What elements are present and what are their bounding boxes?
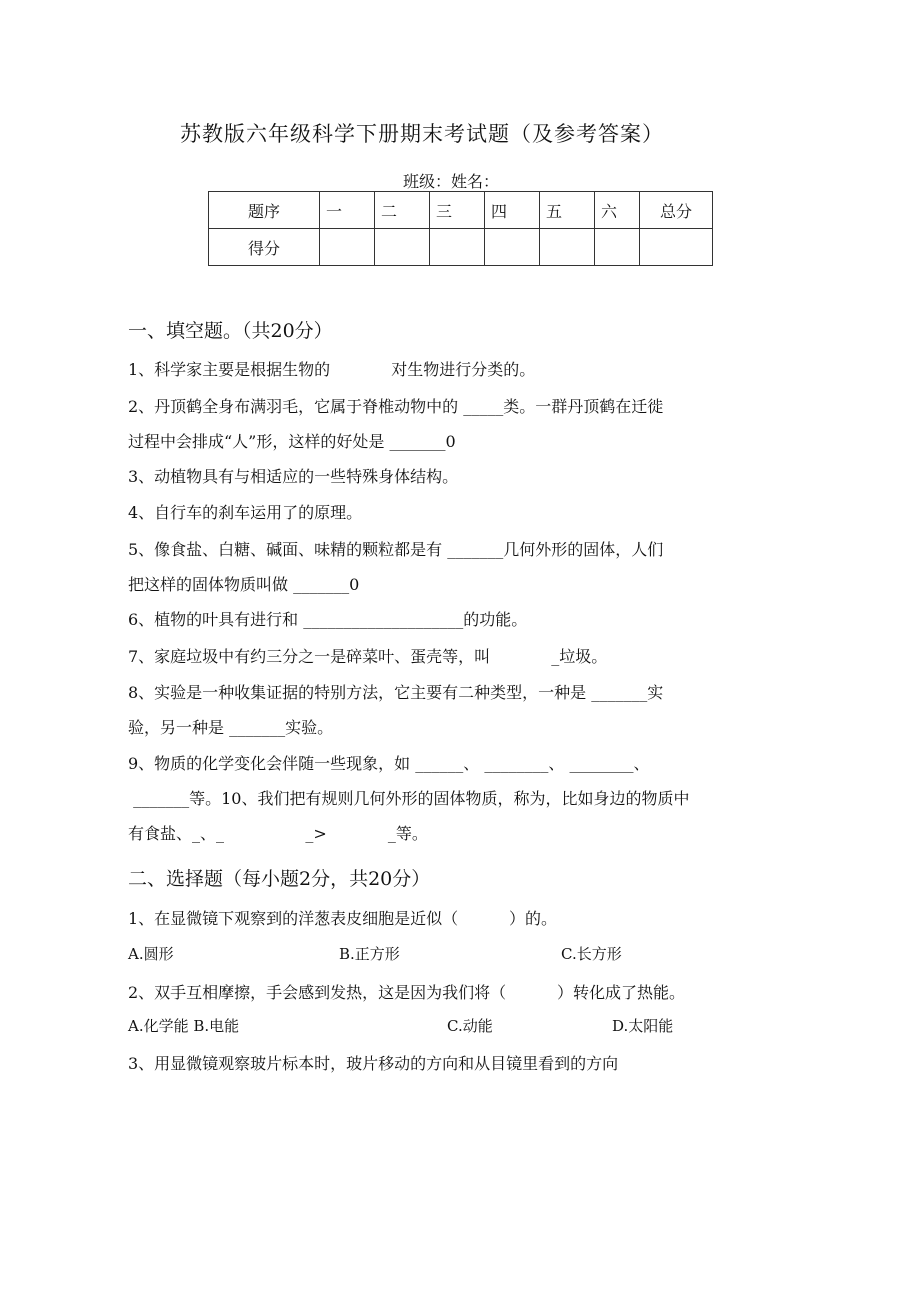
- option-a[interactable]: A.圆形: [128, 945, 174, 963]
- question-line: 1、科学家主要是根据生物的 对生物进行分类的。: [128, 360, 536, 379]
- table-column-header: 六: [595, 192, 640, 229]
- question-line: 9、物质的化学变化会伴随一些现象，如 ______、 ________、 ________、: [128, 754, 650, 773]
- question-line: 2、丹顶鹤全身布满羽毛，它属于脊椎动物中的 _____类。一群丹顶鹤在迁徙: [128, 397, 664, 416]
- question-line: 把这样的固体物质叫做 _______0: [128, 575, 360, 594]
- option-c[interactable]: C.动能: [447, 1017, 493, 1035]
- score-cell[interactable]: [430, 229, 485, 266]
- table-column-header: 一: [320, 192, 375, 229]
- question-line: _______等。10、我们把有规则几何外形的固体物质，称为，比如身边的物质中: [128, 789, 690, 808]
- class-name-line: 班级：姓名：: [403, 172, 500, 191]
- score-table: [208, 191, 713, 266]
- option-d[interactable]: D.太阳能: [612, 1017, 674, 1035]
- score-cell[interactable]: [375, 229, 430, 266]
- score-cell[interactable]: [640, 229, 713, 266]
- score-cell[interactable]: [595, 229, 640, 266]
- question-line: 5、像食盐、白糖、碱面、味精的颗粒都是有 _______几何外形的固体，人们: [128, 540, 664, 559]
- score-cell[interactable]: [320, 229, 375, 266]
- option-b[interactable]: B.正方形: [339, 945, 400, 963]
- question-line: 3、动植物具有与相适应的一些特殊身体结构。: [128, 467, 459, 486]
- table-column-header: 四: [485, 192, 540, 229]
- question-line: 有食盐、_、_ _> _等。: [128, 824, 428, 843]
- question-line: 验，另一种是 _______实验。: [128, 718, 334, 737]
- table-row: [209, 192, 713, 229]
- question-stem: 2、双手互相摩擦，手会感到发热，这是因为我们将（ ）转化成了热能。: [128, 983, 686, 1002]
- question-line: 4、自行车的刹车运用了的原理。: [128, 503, 363, 522]
- question-line: 过程中会排成“人”形，这样的好处是 _______0: [128, 432, 456, 451]
- question-stem: 1、在显微镜下观察到的洋葱表皮细胞是近似（ ）的。: [128, 909, 558, 928]
- option-c[interactable]: C.长方形: [561, 945, 622, 963]
- question-line: 8、实验是一种收集证据的特别方法，它主要有二种类型，一种是 _______实: [128, 683, 664, 702]
- table-column-header: 总分: [640, 192, 713, 229]
- question-stem: 3、用显微镜观察玻片标本时，玻片移动的方向和从目镜里看到的方向: [128, 1054, 619, 1073]
- section-heading-choice: 二、选择题（每小题2分，共20分）: [128, 868, 431, 890]
- question-line: 7、家庭垃圾中有约三分之一是碎菜叶、蛋壳等，叫 _垃圾。: [128, 647, 608, 666]
- table-row: [209, 229, 713, 266]
- table-row-label: 得分: [209, 229, 320, 266]
- option-a-b[interactable]: A.化学能 B.电能: [128, 1017, 240, 1035]
- table-column-header: 五: [540, 192, 595, 229]
- document-title: 苏教版六年级科学下册期末考试题（及参考答案）: [180, 122, 664, 146]
- question-line: 6、植物的叶具有进行和 ____________________的功能。: [128, 610, 528, 629]
- score-cell[interactable]: [540, 229, 595, 266]
- section-heading-fill-blank: 一、填空题。（共20分）: [128, 320, 333, 342]
- table-column-header: 二: [375, 192, 430, 229]
- table-column-header: 三: [430, 192, 485, 229]
- score-cell[interactable]: [485, 229, 540, 266]
- table-header-label: 题序: [209, 192, 320, 229]
